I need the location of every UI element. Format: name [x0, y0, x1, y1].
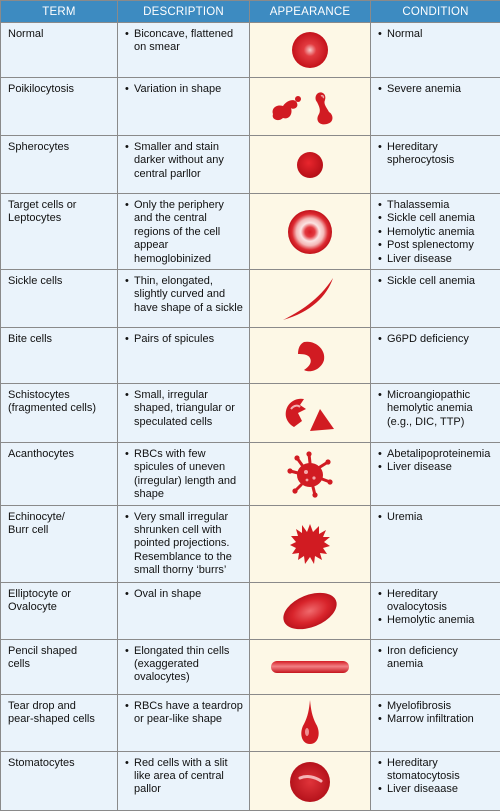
appearance-cell [250, 443, 371, 506]
term-text: Spherocytes [8, 141, 69, 153]
appearance-cell [250, 78, 371, 136]
condition-bullet: • Uremia [378, 511, 496, 524]
appearance-cell [250, 639, 371, 694]
term-text: Burr cell [8, 524, 113, 537]
description-bullet: • Oval in shape [125, 588, 245, 601]
sickle-cell-icon [275, 274, 345, 324]
table-row [1, 639, 500, 694]
target-cell-icon [283, 205, 337, 259]
appearance-cell [250, 582, 371, 639]
description-cell [118, 582, 250, 639]
condition-bullet: • Hereditary ovalocytosis [378, 588, 496, 615]
condition-bullet: • Hemolytic anemia [378, 614, 496, 627]
term-cell [1, 443, 118, 506]
appearance-cell [250, 270, 371, 328]
spherocyte-icon [290, 147, 330, 183]
normal-rbc-icon [285, 28, 335, 72]
term-cell [1, 639, 118, 694]
description-cell [118, 443, 250, 506]
condition-cell [371, 694, 500, 751]
appearance-cell [250, 384, 371, 443]
acanthocyte-icon [285, 449, 335, 499]
description-bullet: • Variation in shape [125, 83, 245, 96]
table-row [1, 78, 500, 136]
description-bullet: • Smaller and stain darker without any central parllor [125, 141, 245, 181]
description-bullet: • Biconcave, flattened on smear [125, 28, 245, 55]
description-bullet: • RBCs have a teardrop or pear-like shape [125, 700, 245, 727]
condition-cell [371, 78, 500, 136]
term-text: Normal [8, 28, 43, 40]
header-appearance: APPEARANCE [250, 1, 371, 23]
term-cell [1, 694, 118, 751]
condition-bullet: • Liver diseaase [378, 783, 496, 796]
term-text: Poikilocytosis [8, 83, 74, 95]
condition-cell [371, 639, 500, 694]
condition-bullet: • Liver disease [378, 461, 496, 474]
term-text: Echinocyte/ [8, 511, 113, 524]
condition-bullet: • Sickle cell anemia [378, 275, 496, 288]
condition-cell [371, 328, 500, 384]
table-row [1, 505, 500, 582]
condition-bullet: • Thalassemia [378, 199, 496, 212]
term-cell [1, 751, 118, 810]
term-text: (fragmented cells) [8, 402, 113, 415]
condition-bullet: • Myelofibrosis [378, 700, 496, 713]
header-row [1, 1, 500, 23]
term-text: Bite cells [8, 333, 52, 345]
description-bullet: • RBCs with few spicules of uneven (irregular) length and shape [125, 448, 245, 502]
table-row [1, 194, 500, 270]
description-cell [118, 270, 250, 328]
description-cell [118, 384, 250, 443]
condition-cell [371, 23, 500, 78]
term-text: cells [8, 658, 113, 671]
header-description: DESCRIPTION [118, 1, 250, 23]
condition-cell [371, 582, 500, 639]
description-bullet: • Elongated thin cells (exaggerated ovalocytes) [125, 645, 245, 685]
table-row [1, 694, 500, 751]
condition-bullet: • Microangiopathic hemolytic anemia (e.g., DIC, TTP) [378, 389, 496, 429]
elliptocyte-icon [275, 586, 345, 636]
description-bullet: • Only the periphery and the central regions of the cell appear hemoglobinized [125, 199, 245, 266]
condition-bullet: • Sickle cell anemia [378, 212, 496, 225]
bite-cell-icon [290, 336, 330, 376]
term-cell [1, 328, 118, 384]
description-bullet: • Pairs of spicules [125, 333, 245, 346]
table-row [1, 443, 500, 506]
term-cell [1, 505, 118, 582]
term-text: Leptocytes [8, 212, 113, 225]
description-cell [118, 328, 250, 384]
stomatocyte-icon [285, 756, 335, 806]
schistocyte-icon [280, 391, 340, 435]
condition-bullet: • Hemolytic anemia [378, 226, 496, 239]
term-text: Pencil shaped [8, 645, 113, 658]
term-text: Sickle cells [8, 275, 62, 287]
table-row [1, 751, 500, 810]
appearance-cell [250, 328, 371, 384]
description-bullet: • Small, irregular shaped, triangular or speculated cells [125, 389, 245, 429]
term-text: pear-shaped cells [8, 713, 113, 726]
description-bullet: • Red cells with a slit like area of central pallor [125, 757, 245, 797]
appearance-cell [250, 23, 371, 78]
term-text: Target cells or [8, 199, 113, 212]
term-cell [1, 136, 118, 194]
condition-bullet: • Abetalipoproteinemia [378, 448, 496, 461]
condition-bullet: • Post splenectomy [378, 239, 496, 252]
header-term: TERM [1, 1, 118, 23]
term-text: Ovalocyte [8, 601, 113, 614]
appearance-cell [250, 694, 371, 751]
term-text: Acanthocytes [8, 448, 74, 460]
appearance-cell [250, 505, 371, 582]
term-cell [1, 78, 118, 136]
term-text: Schistocytes [8, 389, 113, 402]
teardrop-cell-icon [295, 698, 325, 748]
description-cell [118, 751, 250, 810]
table-row [1, 136, 500, 194]
description-bullet: • Very small irregular shrunken cell with pointed projections. Resemblance to the small thorny ‘burrs’ [125, 511, 245, 578]
condition-cell [371, 751, 500, 810]
condition-cell [371, 136, 500, 194]
term-cell [1, 384, 118, 443]
appearance-cell [250, 136, 371, 194]
condition-cell [371, 194, 500, 270]
condition-bullet: • Iron deficiency anemia [378, 645, 496, 672]
term-cell [1, 270, 118, 328]
term-text: Tear drop and [8, 700, 113, 713]
table-row [1, 384, 500, 443]
pencil-cell-icon [268, 652, 352, 682]
condition-cell [371, 505, 500, 582]
echinocyte-icon [288, 522, 332, 566]
description-cell [118, 194, 250, 270]
description-cell [118, 136, 250, 194]
table-row [1, 328, 500, 384]
poikilocyte-icon [265, 84, 355, 130]
term-cell [1, 23, 118, 78]
term-text: Stomatocytes [8, 757, 75, 769]
appearance-cell [250, 194, 371, 270]
condition-bullet: • Marrow infiltration [378, 713, 496, 726]
condition-bullet: • Hereditary stomatocytosis [378, 757, 496, 784]
description-cell [118, 694, 250, 751]
term-cell [1, 582, 118, 639]
header-condition: CONDITION [371, 1, 500, 23]
condition-bullet: • Severe anemia [378, 83, 496, 96]
description-cell [118, 639, 250, 694]
description-cell [118, 78, 250, 136]
condition-bullet: • Normal [378, 28, 496, 41]
condition-cell [371, 384, 500, 443]
table-row [1, 270, 500, 328]
table-row [1, 582, 500, 639]
condition-bullet: • G6PD deficiency [378, 333, 496, 346]
condition-bullet: • Hereditary spherocytosis [378, 141, 496, 168]
appearance-cell [250, 751, 371, 810]
condition-cell [371, 443, 500, 506]
condition-bullet: • Liver disease [378, 253, 496, 266]
description-bullet: • Thin, elongated, slightly curved and have shape of a sickle [125, 275, 245, 315]
table-row [1, 23, 500, 78]
term-text: Elliptocyte or [8, 588, 113, 601]
term-cell [1, 194, 118, 270]
description-cell [118, 505, 250, 582]
description-cell [118, 23, 250, 78]
condition-cell [371, 270, 500, 328]
